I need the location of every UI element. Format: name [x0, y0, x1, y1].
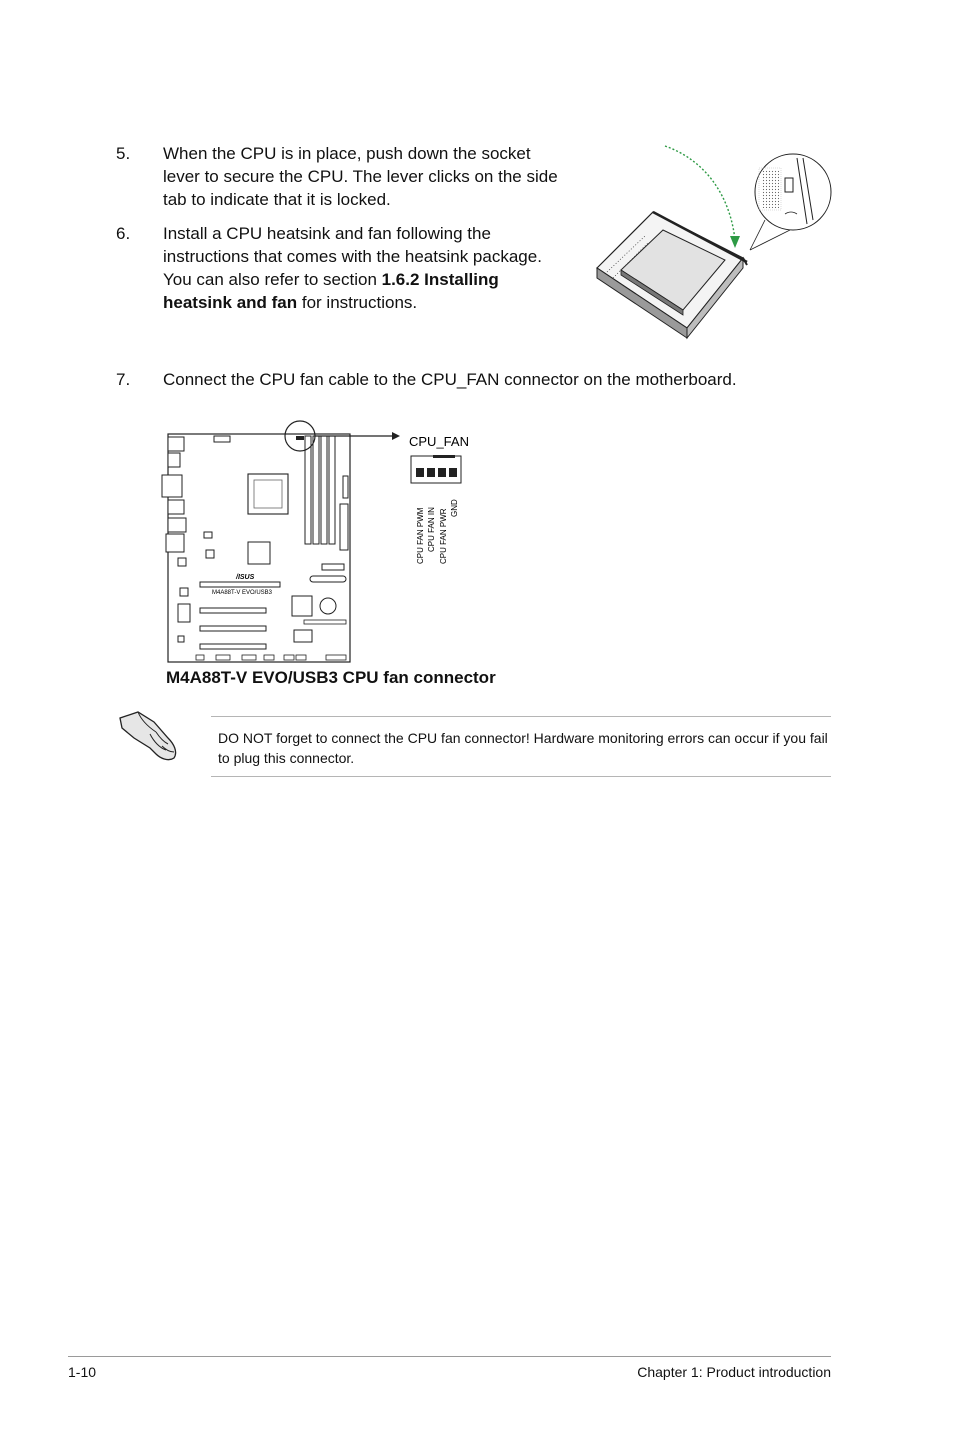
pcie-slot: [200, 582, 280, 587]
note-top-rule: [211, 716, 831, 717]
bottom-header: [216, 655, 230, 660]
step-7-number: 7.: [116, 370, 131, 389]
io-port: [166, 534, 184, 552]
callout-line: [750, 220, 765, 250]
step-6-line-4: [163, 291, 542, 314]
bottom-header: [196, 655, 204, 660]
header-connector: [214, 436, 230, 442]
sata-connector: [310, 576, 346, 582]
motherboard-diagram: [160, 412, 500, 667]
bottom-header: [326, 655, 346, 660]
sata-connector: [322, 564, 344, 570]
io-port: [168, 500, 184, 514]
step-6-line-4-text: for instructions.: [297, 293, 418, 312]
connector-pin-3: [438, 468, 446, 477]
dimm-slot: [329, 436, 335, 544]
pin-label-gnd: GND: [450, 499, 459, 517]
section-reference: 1.6.2 Installing: [381, 270, 499, 289]
dimm-slot: [305, 436, 311, 544]
step-5-line-1: When the CPU is in place, push down the socket: [163, 144, 531, 163]
lever-arrow-head-icon: [730, 236, 740, 248]
bottom-header: [242, 655, 256, 660]
bottom-header: [296, 655, 306, 660]
note-text: DO NOT forget to connect the CPU fan connector! Hardware monitoring errors can occur if you fail to plug this connector.: [218, 730, 828, 766]
callout-line: [750, 230, 790, 250]
step-5-line-3: tab to indicate that it is locked.: [163, 190, 391, 209]
step-5-text: [163, 142, 558, 211]
diagram-caption: M4A88T-V EVO/USB3 CPU fan connector: [166, 668, 496, 687]
page-number: 1-10: [68, 1364, 97, 1380]
pcie-slot: [200, 644, 266, 649]
bottom-header: [264, 655, 274, 660]
chipset: [248, 542, 270, 564]
io-port: [162, 475, 182, 497]
small-chip: [178, 636, 184, 642]
hand-caution-icon: [116, 708, 182, 764]
small-chip: [178, 558, 186, 566]
step-6-line-3-text: You can also refer to section: [163, 270, 382, 289]
small-chip: [204, 532, 212, 538]
footer-rule: [68, 1356, 831, 1357]
cpu-socket-illustration: [585, 140, 845, 345]
io-chip: [292, 596, 312, 616]
step-6-line-1: Install a CPU heatsink and fan following the: [163, 224, 491, 243]
dimm-slot: [321, 436, 327, 544]
cpu-fan-header: [296, 436, 304, 440]
connector-pin-1: [416, 468, 424, 477]
audio-chip: [178, 604, 190, 622]
io-port: [168, 518, 186, 532]
pin-label-pwr: CPU FAN PWR: [439, 508, 448, 564]
connector-pin-4: [449, 468, 457, 477]
small-chip: [206, 550, 214, 558]
note-bottom-rule: [211, 776, 831, 777]
small-chip: [180, 588, 188, 596]
io-port: [168, 453, 180, 467]
asus-logo: /ISUS: [236, 574, 255, 581]
atx-power: [340, 504, 348, 550]
io-port: [168, 437, 184, 451]
power-connector: [343, 476, 348, 498]
pin-label-in: CPU FAN IN: [427, 507, 436, 552]
pcie-slot: [200, 626, 266, 631]
callout-arrow-head-icon: [392, 432, 400, 440]
dimm-slot: [313, 436, 319, 544]
step-5-line-2: lever to secure the CPU. The lever clicks on the side: [163, 167, 558, 186]
section-reference-cont: heatsink and fan: [163, 293, 298, 312]
pin-label-pwm: CPU FAN PWM: [416, 507, 425, 564]
step-5-number: 5.: [116, 144, 131, 163]
cmos-battery: [320, 598, 336, 614]
connector-key: [433, 455, 455, 458]
board-model-label: M4A88T-V EVO/USB3: [212, 590, 273, 596]
step-6-text: [163, 222, 542, 314]
step-6-number: 6.: [116, 224, 131, 243]
front-header: [304, 620, 346, 624]
side-tab: [785, 178, 793, 192]
bottom-header: [284, 655, 294, 660]
zoom-dots: [761, 170, 779, 208]
bios-chip: [294, 630, 312, 642]
connector-pin-2: [427, 468, 435, 477]
step-7-text: Connect the CPU fan cable to the CPU_FAN connector on the motherboard.: [163, 370, 737, 389]
step-6-line-2: instructions that comes with the heatsink package.: [163, 247, 542, 266]
step-6-line-3: [163, 268, 542, 291]
pcie-slot: [200, 608, 266, 613]
chapter-title: Chapter 1: Product introduction: [637, 1364, 831, 1380]
cpu-fan-label: CPU_FAN: [409, 434, 469, 449]
